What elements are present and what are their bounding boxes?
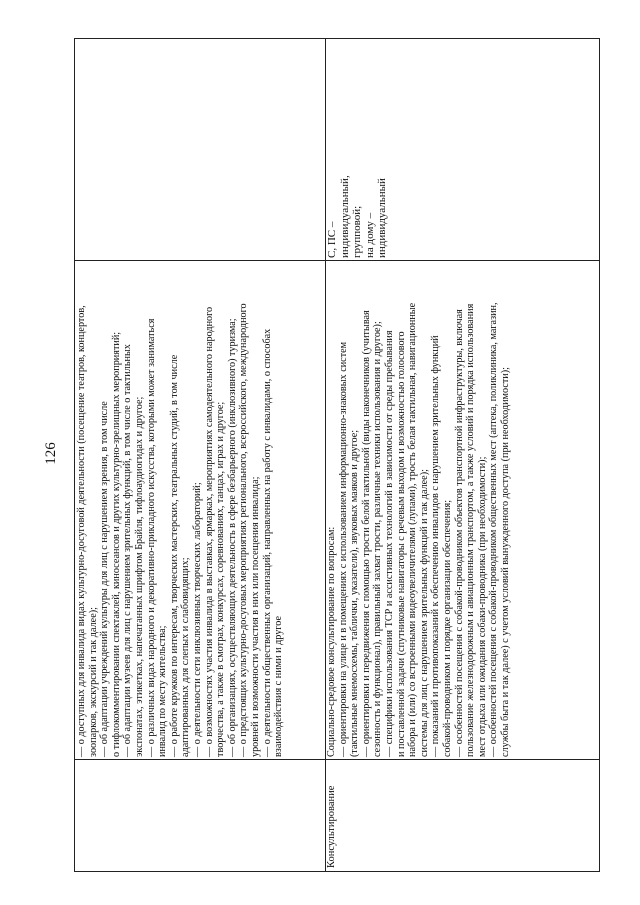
row1-line: творчества, а также в смотрах, конкурсах, соревнованиях, танцах, играх и другое;	[215, 401, 227, 757]
row2-line: собакой-проводником и порядке организации обеспечения;	[441, 499, 453, 757]
page-number-text: 126	[42, 441, 59, 465]
row2-line: — специфики использования ТСР и ассистивных технологий в зависимости от среды пребывания	[383, 330, 395, 757]
row1-line: — о предстоящих культурно-досуговых мероприятиях регионального, всероссийского, международного	[238, 303, 250, 757]
row2-line: и поставленной задачи (спутниковые навигаторы с речевым выходом и возможностью голосового	[395, 331, 407, 757]
form-line: на дому –	[363, 212, 376, 258]
row1-line: — об адаптации учреждений культуры для лиц с нарушением зрения, в том числе	[99, 401, 111, 757]
row2-line: — ориентировки на улице и в помещениях с использованием информационно-знаковых систем	[337, 341, 349, 757]
section-label: Консультирование	[326, 785, 337, 868]
row1-line: адаптированных для слепых и слабовидящих;	[180, 557, 192, 757]
form-line: С, ПС –	[326, 221, 338, 258]
row1-form-cell	[75, 37, 325, 261]
row2-line: набора и (или) со встроенными видеоувеличителями (лупами), трость белая тактильная, навигационные	[407, 302, 419, 757]
form-line: индивидуальный	[376, 178, 389, 258]
row1-line: — о деятельности общественных организаций, направленных на работу с инвалидами, о способах	[261, 328, 273, 757]
row1-line: — о возможностях участия инвалида в выставках, ярмарках, мероприятиях самодеятельного народного	[203, 306, 215, 757]
services-table	[74, 38, 600, 872]
row2-line: — особенностей посещения с собакой-проводником общественных мест (аптека, поликлиника, магазин,	[488, 302, 500, 757]
row2-line: — ориентировки и передвижения с помощью трости белой тактильной (виды наконечников (учитывая	[360, 310, 372, 757]
row1-line: — о различных видах народного и декоративно-прикладного искусства, которыми может заниматься	[145, 318, 157, 757]
row2-line: пользование железнодорожным и авиационным транспортом, а также условий и порядка использования	[465, 303, 477, 757]
row2-line: службы быта и так далее) с учетом условий вынужденного доступа (при необходимости);	[499, 367, 511, 757]
row2-line: мест отдыха или ожидания собаки-проводника (при необходимости);	[476, 456, 488, 757]
row1-line: — о деятельности сети инклюзивных творческих лабораторий;	[191, 482, 203, 757]
row1-line: — об адаптации музеев для лиц с нарушением зрительных функций, в том числе о тактильных	[122, 344, 134, 757]
row2-line: Социально-средовое консультирование по вопросам:	[326, 526, 337, 757]
row2-line: системы для лиц с нарушением зрительных функций и так далее);	[418, 469, 430, 757]
row1-line: — об организациях, осуществляющих деятельность в сфере безбарьерного (инклюзивного) туризма;	[226, 318, 238, 757]
row2-line: — особенностей посещения с собакой-проводником объектов транспортной инфраструктуры, включая	[453, 309, 465, 757]
row1-line: взаимодействия с ними и другое	[273, 616, 285, 757]
row2-label-cell	[325, 760, 601, 871]
row2-line: — показаний и противопоказаний к обеспечению инвалидов с нарушением зрительных функций	[430, 335, 442, 757]
page-number	[40, 433, 62, 473]
row2-line: сезонность и функционал), правильный захват трости, различные техники использования и другое);	[372, 321, 384, 757]
row1-line: уровней и возможности участия в них или посещения инвалида;	[249, 476, 261, 757]
row1-line: инвалид по месту жительства;	[157, 625, 169, 757]
row1-line: о тифлокомментировании спектаклей, киносеансов и других культурно-зрелищных мероприятий;	[110, 331, 122, 757]
row1-line: зоопарков, экскурсий и так далее);	[87, 607, 99, 757]
row2-form-cell	[325, 37, 601, 261]
row1-content-cell	[75, 261, 325, 760]
form-line: групповой;	[351, 205, 364, 258]
row2-content-cell	[325, 261, 601, 760]
row1-line: — о работе кружков по интересам, творческих мастерских, театральных студий, в том числе	[168, 354, 180, 757]
form-line: индивидуальный,	[338, 175, 351, 258]
row2-line: (тактильные мнемосхемы, таблички, указатели), звуковых маяков и другое;	[349, 429, 361, 757]
row1-line: — о доступных для инвалида видах культурно-досуговой деятельности (посещение театров, концертов,	[76, 305, 87, 757]
row1-line: экспонатах, этикетках, напечатанных шрифтом Брайля, тифлоаудиогидах и другое;	[133, 396, 145, 757]
